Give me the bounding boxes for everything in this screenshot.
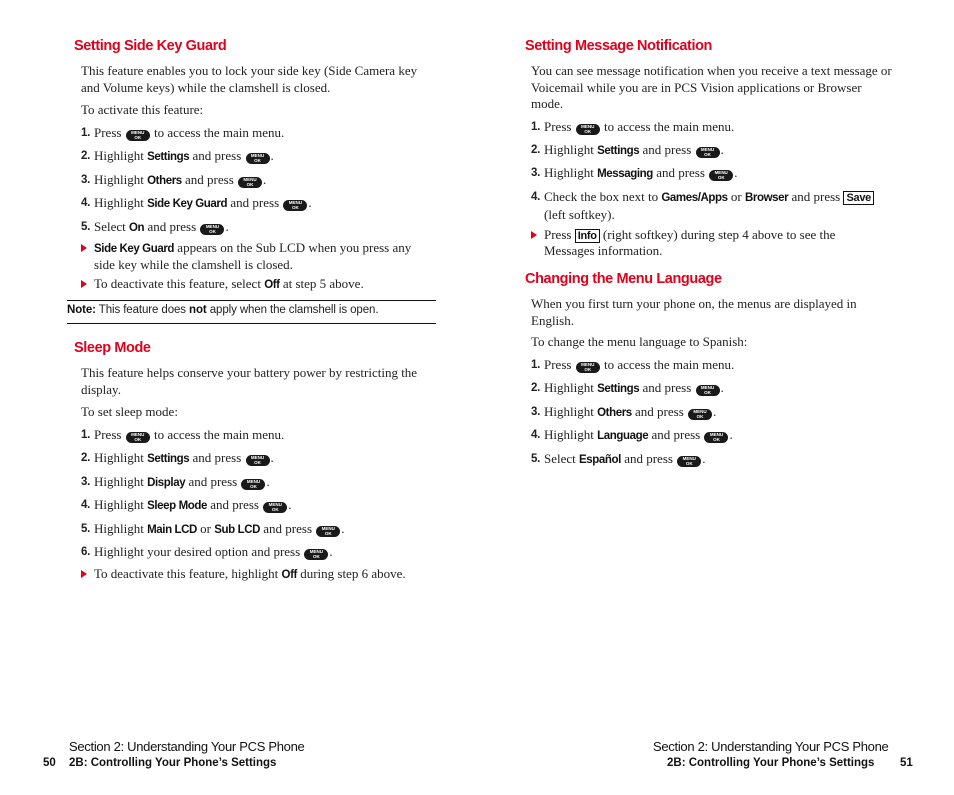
menu-ok-key-icon: MENU OK — [576, 124, 600, 135]
menu-ok-key-icon: MENU OK — [126, 432, 150, 443]
side-key-guard-intro: This feature enables you to lock your side key (Side Camera key and Volume keys) while the clamshell is closed. — [81, 63, 418, 95]
menu-ok-key-icon: MENU OK — [696, 147, 720, 158]
left-page: Setting Side Key Guard This feature enables you to lock your side key (Side Camera key and Volume keys) while the clamshell is closed. To activate this feature: 1. Press MENU OK to access the main menu. 2. Highlight Settings and press MENU OK . 3. Highlight Others and press MENU OK . 4. Highlight Side Key Guard and press MENU OK . 5. Select On and press MENU OK . Side Key Guard appears on the Sub LCD when you press any side key while the clamshell is closed. To deactivate this feature, select Off at step 5 above. Note: This feature does not apply when the clamshell is open. Sleep Mode This feature helps conserve your battery power by restricting the display. To set sleep mode: 1. Press MENU OK to access the main menu. 2. Highlight Settings and press MENU OK . 3. Highlight Display and press MENU OK . 4. Highlight Sleep Mode and press MENU OK . 5. Highlight Main LCD or Sub LCD and press MENU OK . 6. Highlight your desired option and press MENU OK . To deactivate this feature, highlight Off during step 6 above. Section 2: Understanding Your PCS Phone 50 2B: Controlling Your Phone’s Settings — [0, 0, 477, 795]
heading-menu-language: Changing the Menu Language — [525, 271, 722, 287]
footer-section-title: Section 2: Understanding Your PCS Phone — [653, 739, 889, 754]
menu-ok-key-icon: MENU OK — [126, 130, 150, 141]
heading-sleep-mode: Sleep Mode — [74, 340, 151, 356]
heading-message-notification: Setting Message Notification — [525, 38, 712, 54]
menu-ok-key-icon: MENU OK — [677, 456, 701, 467]
bullet-item: To deactivate this feature, select Off at step 5 above. — [81, 276, 426, 293]
menu-language-intro: When you first turn your phone on, the menus are displayed in English. — [531, 296, 857, 328]
footer-section-title: Section 2: Understanding Your PCS Phone — [69, 739, 305, 754]
menu-ok-key-icon: MENU OK — [304, 549, 328, 560]
page-number: 51 — [900, 757, 913, 769]
menu-language-change: To change the menu language to Spanish: — [531, 334, 748, 349]
bullet-item: Press Info (right softkey) during step 4 above to see the Messages information. — [531, 227, 891, 261]
message-notification-intro: You can see message notification when you receive a text message or Voicemail while you are in PCS Vision applications or Browser mode. — [531, 63, 892, 111]
note-box: Note: This feature does not apply when the clamshell is open. — [67, 300, 436, 324]
note-label: Note: — [67, 304, 96, 316]
sleep-mode-intro: This feature helps conserve your battery power by restricting the display. — [81, 365, 418, 397]
menu-ok-key-icon: MENU OK — [238, 177, 262, 188]
menu-ok-key-icon: MENU OK — [263, 502, 287, 513]
bullet-item: To deactivate this feature, highlight Off during step 6 above. — [81, 566, 426, 583]
menu-ok-key-icon: MENU OK — [704, 432, 728, 443]
menu-ok-key-icon: MENU OK — [246, 153, 270, 164]
side-key-guard-activate: To activate this feature: — [81, 102, 204, 117]
menu-ok-key-icon: MENU OK — [246, 455, 270, 466]
page-number: 50 — [43, 757, 56, 769]
triangle-bullet-icon — [81, 570, 87, 578]
sleep-mode-set: To set sleep mode: — [81, 404, 178, 419]
bullet-item: Side Key Guard appears on the Sub LCD when you press any side key while the clamshell is closed. — [81, 240, 426, 274]
menu-ok-key-icon: MENU OK — [316, 526, 340, 537]
footer-chapter-title: 2B: Controlling Your Phone’s Settings — [667, 757, 875, 769]
heading-side-key-guard: Setting Side Key Guard — [74, 38, 227, 54]
triangle-bullet-icon — [531, 231, 537, 239]
menu-ok-key-icon: MENU OK — [283, 200, 307, 211]
menu-ok-key-icon: MENU OK — [709, 170, 733, 181]
info-softkey-label: Info — [575, 229, 600, 243]
menu-ok-key-icon: MENU OK — [200, 224, 224, 235]
triangle-bullet-icon — [81, 280, 87, 288]
triangle-bullet-icon — [81, 244, 87, 252]
right-page: Setting Message Notification You can see message notification when you receive a text message or Voicemail while you are in PCS Vision applications or Browser mode. 1. Press MENU OK to access the main menu. 2. Highlight Settings and press MENU OK . 3. Highlight Messaging and press MENU OK . 4. Check the box next to Games/Apps or Browser and press Save (left softkey). Press Info (right softkey) during step 4 above to see the Messages information. Changing the Menu Language When you first turn your phone on, the menus are displayed in English. To change the menu language to Spanish: 1. Press MENU OK to access the main menu. 2. Highlight Settings and press MENU OK . 3. Highlight Others and press MENU OK . 4. Highlight Language and press MENU OK . 5. Select Español and press MENU OK . Section 2: Understanding Your PCS Phone 2B: Controlling Your Phone’s Settings 51 — [525, 38, 913, 769]
save-softkey-label: Save — [843, 191, 874, 205]
menu-ok-key-icon: MENU OK — [696, 385, 720, 396]
menu-ok-key-icon: MENU OK — [241, 479, 265, 490]
menu-ok-key-icon: MENU OK — [576, 362, 600, 373]
footer-chapter-title: 2B: Controlling Your Phone’s Settings — [69, 757, 277, 769]
menu-ok-key-icon: MENU OK — [688, 409, 712, 420]
